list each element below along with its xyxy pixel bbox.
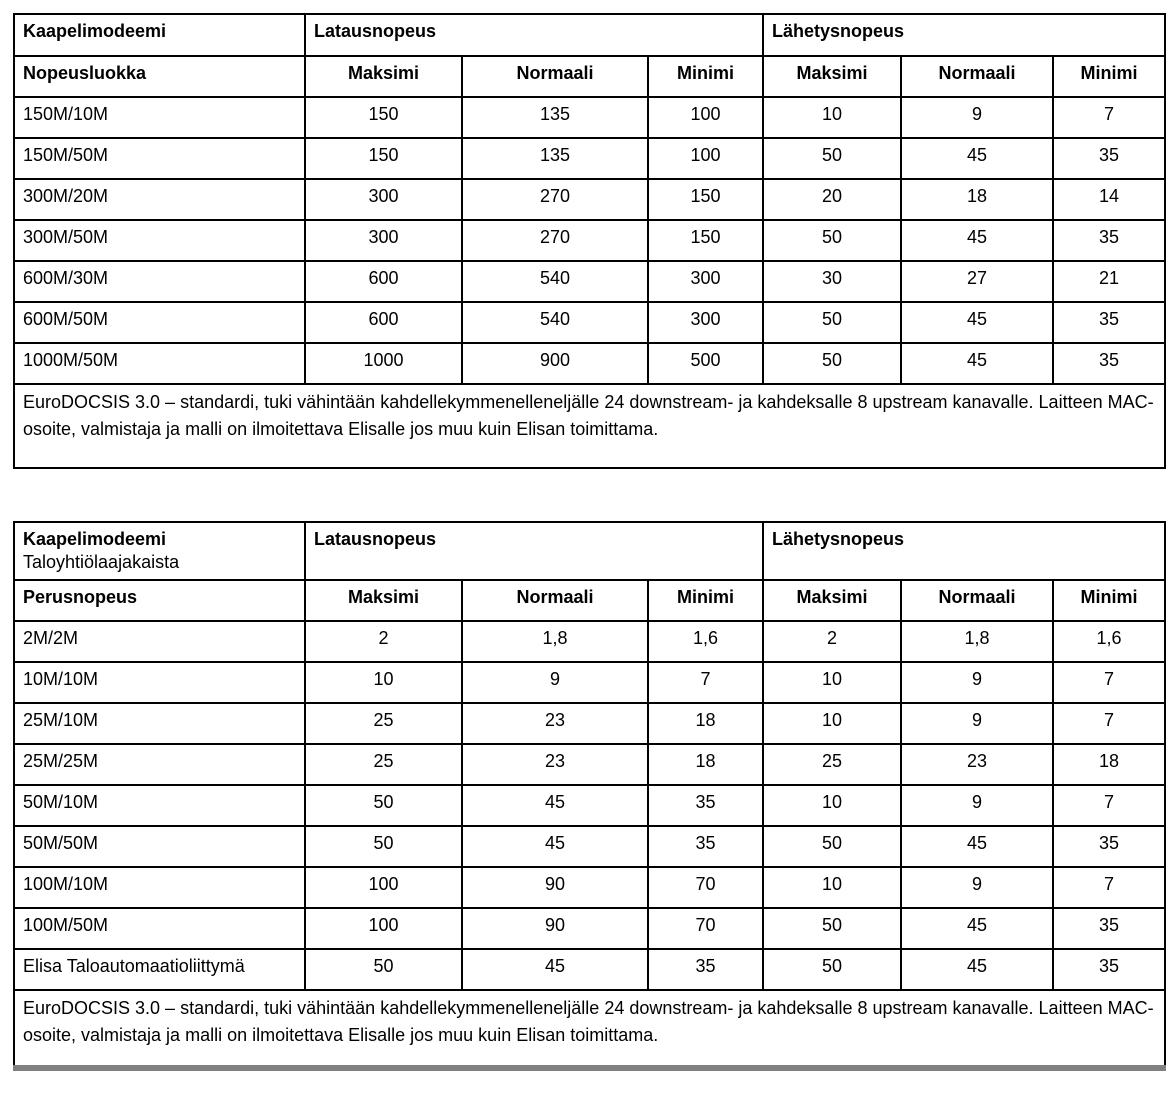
speed-value-cell: 45: [901, 908, 1053, 949]
table-title-cell: [14, 14, 305, 56]
table-subtitle: Taloyhtiölaajakaista: [23, 552, 180, 573]
speed-value-cell: 45: [901, 138, 1053, 179]
speed-class-cell: 1000M/50M: [14, 343, 305, 384]
speed-value-cell: 18: [901, 179, 1053, 220]
document-page: [0, 13, 1176, 1095]
speed-value-cell: 30: [763, 261, 901, 302]
speed-class-cell: 100M/50M: [14, 908, 305, 949]
speed-value-cell: 35: [648, 949, 763, 990]
speed-value-cell: 45: [462, 949, 648, 990]
speed-value-cell: 9: [462, 662, 648, 703]
speed-value-cell: 23: [462, 703, 648, 744]
speed-value-cell: 35: [1053, 302, 1165, 343]
table-row: [14, 261, 1165, 302]
speed-value-cell: 500: [648, 343, 763, 384]
speed-value-cell: 100: [648, 138, 763, 179]
table-row: [14, 662, 1165, 703]
speed-value-cell: 50: [305, 826, 462, 867]
speed-class-cell: 10M/10M: [14, 662, 305, 703]
speed-value-cell: 100: [305, 867, 462, 908]
speed-value-cell: 1,6: [1053, 621, 1165, 662]
speed-value-cell: 300: [648, 302, 763, 343]
speed-value-cell: 1,8: [462, 621, 648, 662]
speed-value-cell: 9: [901, 785, 1053, 826]
speed-value-cell: 9: [901, 97, 1053, 138]
download-normal-header: Normaali: [462, 580, 648, 621]
speed-value-cell: 18: [648, 744, 763, 785]
speed-class-cell: 300M/20M: [14, 179, 305, 220]
download-group-header: Latausnopeus: [305, 14, 763, 56]
speed-value-cell: 2: [763, 621, 901, 662]
download-group-header: Latausnopeus: [305, 522, 763, 580]
speed-value-cell: 10: [763, 662, 901, 703]
speed-value-cell: 35: [1053, 826, 1165, 867]
table-body: [14, 621, 1165, 990]
footnote-row: [14, 384, 1165, 468]
speed-value-cell: 35: [1053, 220, 1165, 261]
speed-value-cell: 135: [462, 138, 648, 179]
speed-value-cell: 35: [1053, 908, 1165, 949]
upload-max-header: Maksimi: [763, 56, 901, 97]
speed-value-cell: 45: [901, 343, 1053, 384]
speed-value-cell: 10: [763, 703, 901, 744]
speed-value-cell: 50: [763, 343, 901, 384]
speed-value-cell: 50: [763, 220, 901, 261]
speed-value-cell: 18: [1053, 744, 1165, 785]
speed-value-cell: 10: [763, 867, 901, 908]
speed-value-cell: 100: [648, 97, 763, 138]
upload-normal-header: Normaali: [901, 56, 1053, 97]
upload-normal-header: Normaali: [901, 580, 1053, 621]
speed-value-cell: 10: [763, 97, 901, 138]
speed-value-cell: 45: [901, 949, 1053, 990]
speed-value-cell: 10: [305, 662, 462, 703]
speed-value-cell: 50: [763, 302, 901, 343]
table-row: [14, 949, 1165, 990]
speed-value-cell: 50: [305, 785, 462, 826]
speed-class-cell: Elisa Taloautomaatioliittymä: [14, 949, 305, 990]
speed-value-cell: 35: [648, 826, 763, 867]
header-sub-row: [14, 56, 1165, 97]
speed-value-cell: 7: [1053, 703, 1165, 744]
table-row: [14, 138, 1165, 179]
speed-value-cell: 35: [648, 785, 763, 826]
speed-value-cell: 45: [901, 220, 1053, 261]
speed-value-cell: 9: [901, 662, 1053, 703]
download-min-header: Minimi: [648, 56, 763, 97]
header-group-row: [14, 522, 1165, 580]
speed-class-cell: 150M/10M: [14, 97, 305, 138]
speed-value-cell: 90: [462, 908, 648, 949]
table-row: [14, 744, 1165, 785]
speed-class-cell: 600M/50M: [14, 302, 305, 343]
speed-value-cell: 135: [462, 97, 648, 138]
speed-value-cell: 50: [305, 949, 462, 990]
table-row: [14, 908, 1165, 949]
footnote-text: EuroDOCSIS 3.0 – standardi, tuki vähintään kahdellekymmenelleneljälle 24 downstream- ja kahdeksalle 8 upstream kanavalle. Laitteen MAC-osoite, valmistaja ja malli on ilmoitettava Elisalle jos muu kuin Elisan toimittama.: [14, 990, 1165, 1068]
speed-value-cell: 45: [901, 302, 1053, 343]
speed-value-cell: 900: [462, 343, 648, 384]
speed-class-cell: 50M/50M: [14, 826, 305, 867]
speed-value-cell: 540: [462, 302, 648, 343]
header-sub-row: [14, 580, 1165, 621]
speed-value-cell: 270: [462, 220, 648, 261]
table-row: [14, 621, 1165, 662]
upload-min-header: Minimi: [1053, 56, 1165, 97]
speed-value-cell: 9: [901, 867, 1053, 908]
speed-value-cell: 50: [763, 949, 901, 990]
speed-value-cell: 50: [763, 826, 901, 867]
speed-value-cell: 50: [763, 908, 901, 949]
table-row: [14, 220, 1165, 261]
table-body: [14, 97, 1165, 384]
speed-value-cell: 35: [1053, 343, 1165, 384]
speed-value-cell: 25: [305, 703, 462, 744]
speed-value-cell: 23: [462, 744, 648, 785]
speed-value-cell: 10: [763, 785, 901, 826]
speed-value-cell: 7: [1053, 662, 1165, 703]
table-title: Kaapelimodeemi: [23, 529, 167, 549]
speed-value-cell: 9: [901, 703, 1053, 744]
speed-value-cell: 300: [648, 261, 763, 302]
download-max-header: Maksimi: [305, 56, 462, 97]
speed-value-cell: 25: [763, 744, 901, 785]
speed-value-cell: 21: [1053, 261, 1165, 302]
table-footer: [14, 990, 1165, 1068]
table-title-cell: [14, 522, 305, 580]
speed-value-cell: 45: [462, 785, 648, 826]
table-header: [14, 14, 1165, 97]
speed-value-cell: 70: [648, 867, 763, 908]
speed-value-cell: 1000: [305, 343, 462, 384]
speed-value-cell: 150: [648, 179, 763, 220]
speed-value-cell: 300: [305, 179, 462, 220]
speed-value-cell: 150: [648, 220, 763, 261]
download-max-header: Maksimi: [305, 580, 462, 621]
table-row: [14, 97, 1165, 138]
upload-group-header: Lähetysnopeus: [763, 522, 1165, 580]
speed-class-cell: 25M/25M: [14, 744, 305, 785]
speed-value-cell: 25: [305, 744, 462, 785]
speed-value-cell: 540: [462, 261, 648, 302]
download-normal-header: Normaali: [462, 56, 648, 97]
speed-value-cell: 70: [648, 908, 763, 949]
speed-class-cell: 150M/50M: [14, 138, 305, 179]
speed-value-cell: 20: [763, 179, 901, 220]
download-min-header: Minimi: [648, 580, 763, 621]
speed-value-cell: 600: [305, 261, 462, 302]
footnote-text: EuroDOCSIS 3.0 – standardi, tuki vähintään kahdellekymmenelleneljälle 24 downstream- ja kahdeksalle 8 upstream kanavalle. Laitteen MAC-osoite, valmistaja ja malli on ilmoitettava Elisalle jos muu kuin Elisan toimittama.: [14, 384, 1165, 468]
table-row: [14, 302, 1165, 343]
speed-value-cell: 7: [1053, 97, 1165, 138]
speed-value-cell: 90: [462, 867, 648, 908]
speed-class-cell: 100M/10M: [14, 867, 305, 908]
speed-class-cell: 300M/50M: [14, 220, 305, 261]
table-row: [14, 826, 1165, 867]
table-row: [14, 179, 1165, 220]
speed-value-cell: 27: [901, 261, 1053, 302]
speed-value-cell: 1,6: [648, 621, 763, 662]
speed-value-cell: 1,8: [901, 621, 1053, 662]
speed-value-cell: 14: [1053, 179, 1165, 220]
upload-max-header: Maksimi: [763, 580, 901, 621]
speed-value-cell: 270: [462, 179, 648, 220]
table-header: [14, 522, 1165, 621]
table-title: Kaapelimodeemi: [23, 21, 167, 41]
table-row: [14, 343, 1165, 384]
speed-class-cell: 50M/10M: [14, 785, 305, 826]
speed-value-cell: 45: [462, 826, 648, 867]
speed-value-cell: 7: [1053, 867, 1165, 908]
upload-min-header: Minimi: [1053, 580, 1165, 621]
table-row: [14, 785, 1165, 826]
speed-value-cell: 150: [305, 97, 462, 138]
speed-value-cell: 100: [305, 908, 462, 949]
cable-modem-speed-table: [13, 13, 1166, 469]
speed-value-cell: 2: [305, 621, 462, 662]
speed-value-cell: 7: [1053, 785, 1165, 826]
table-row: [14, 867, 1165, 908]
housing-broadband-speed-table: [13, 521, 1166, 1071]
row-header-cell: Nopeusluokka: [14, 56, 305, 97]
table-footer: [14, 384, 1165, 468]
speed-value-cell: 23: [901, 744, 1053, 785]
footnote-row: [14, 990, 1165, 1068]
speed-value-cell: 45: [901, 826, 1053, 867]
speed-value-cell: 600: [305, 302, 462, 343]
speed-class-cell: 2M/2M: [14, 621, 305, 662]
upload-group-header: Lähetysnopeus: [763, 14, 1165, 56]
speed-value-cell: 35: [1053, 949, 1165, 990]
speed-value-cell: 18: [648, 703, 763, 744]
speed-value-cell: 7: [648, 662, 763, 703]
speed-value-cell: 150: [305, 138, 462, 179]
speed-value-cell: 35: [1053, 138, 1165, 179]
speed-class-cell: 25M/10M: [14, 703, 305, 744]
speed-value-cell: 50: [763, 138, 901, 179]
table-row: [14, 703, 1165, 744]
row-header-cell: Perusnopeus: [14, 580, 305, 621]
header-group-row: [14, 14, 1165, 56]
speed-value-cell: 300: [305, 220, 462, 261]
speed-class-cell: 600M/30M: [14, 261, 305, 302]
